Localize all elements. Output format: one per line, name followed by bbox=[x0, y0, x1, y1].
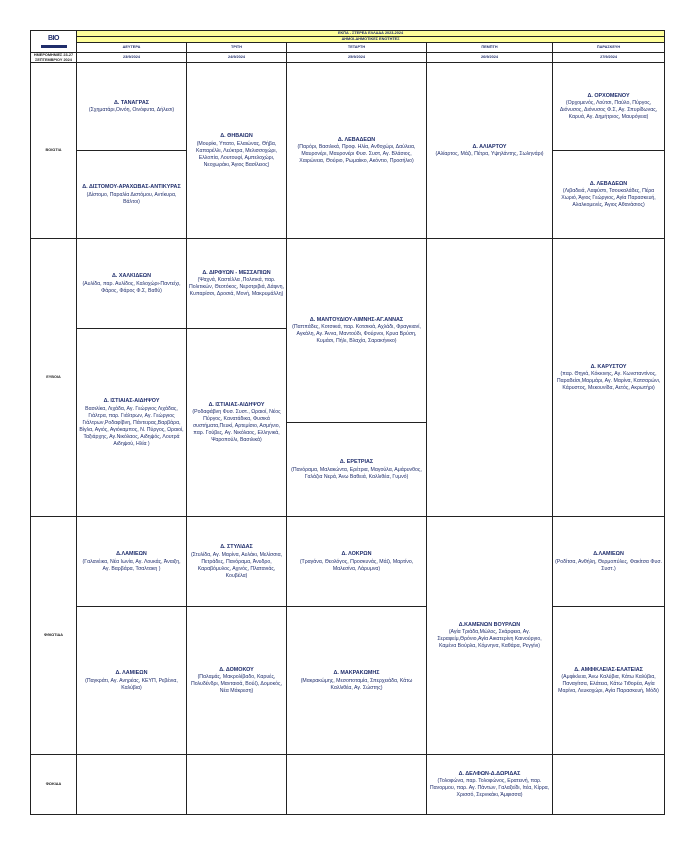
cell-fth-wed-1: Δ. ΛΟΚΡΩΝ (Τραγάνα, Θεολόγος, Προσκυνάς, Μάζι, Μαρτίνο, Μαλεσίνα, Λάρυμνα) bbox=[287, 517, 427, 607]
cell-fth-thu: Δ.ΚΑΜΕΝΩΝ ΒΟΥΡΛΩΝ (Αγία Τριάδα,Μώλος, Σκάρφεια, Αγ. Σεραφείμ,Θρόνιο,Αγία Αικατερίνη Καινούργιο, Καμένα Βούρλα, Κόμνηνα, Καθάρα, Ρεγγίνι) bbox=[427, 517, 553, 755]
cell-boi-tue: Δ. ΘΗΒΑΙΩΝ (Μουρίκι, Υπατο, Ελαιώνας, Θήβα, Καπαρέλλι, Λεύκτρα, Μελισσοχώρι, Ελλοπία, Λουτουφί, Αμπελοχώρι, Νεοχωράκι, Άγιος Βασίλειος) bbox=[187, 63, 287, 239]
cell-evv-wed-2: Δ. ΕΡΕΤΡΙΑΣ (Πανόραμα, Μαλακώντα, Ερέτρια, Μαγούλα, Αμάρυνθος, Γαλάζια Νερά, Άνω Βαθειά, Καλλιθέα, Γυμνό) bbox=[287, 423, 427, 517]
day-header-tue: ΤΡΙΤΗ bbox=[187, 43, 287, 53]
logo-cell bbox=[31, 31, 77, 53]
cell-fok-fri-empty bbox=[553, 755, 665, 815]
day-header-wed: ΤΕΤΑΡΤΗ bbox=[287, 43, 427, 53]
cell-boi-fri-2: Δ. ΛΕΒΑΔΕΩΝ (Λιβαδειά, Λαφύστι, Τσουκαλάδες, Πέρα Χωριό, Άγιος Γεώργιος, Αγία Παρασκευή, Αλαλκομενές, Άγιος Αθανάσιος) bbox=[553, 151, 665, 239]
region-evvoia: ΕΥΒΟΙΑ bbox=[31, 239, 77, 517]
cell-evv-tue-1: Δ. ΔΙΡΦΥΩΝ - ΜΕΣΣΑΠΙΩΝ (Ψαχνά, Καστέλλα ,Πολιτικά, παρ. Πολιτικών, Θεοτόκος, Νεροτριβιά, Δάφνη, Κυπαρίσσι, Δροσιά, Μονή, Μακρυμάλλη) bbox=[187, 239, 287, 329]
schedule-table bbox=[30, 30, 665, 815]
header-band-subtitle: ΔΗΜΟΙ-ΔΗΜΟΤΙΚΕΣ ΕΝΟΤΗΤΕΣ bbox=[77, 37, 665, 43]
region-boiotia: ΒΟΙΩΤΙΑ bbox=[31, 63, 77, 239]
cell-fok-thu: Δ. ΔΕΛΦΩΝ-Δ.ΔΩΡΙΔΑΣ (Τολοφώνα, παρ. Τολοφώνος, Ερατεινή, παρ. Πανορμου, παρ. Αγ. Πάντων, Γαλαξείδι, Ιτέα, Κίρρα, Χρισσό, Σερνικάκι, Άμφισσα) bbox=[427, 755, 553, 815]
region-fokida: ΦΩΚΙΔΑ bbox=[31, 755, 77, 815]
cell-fth-tue-2: Δ. ΔΟΜΟΚΟΥ (Παλαμάς, Μακρολίβαδο, Καρυές, Πολυδένδρι, Μανταιοά, Βούζι, Δομοκός, Νέα Μάκρεση) bbox=[187, 607, 287, 755]
region-fthiotida: ΦΘΙΩΤΙΔΑ bbox=[31, 517, 77, 755]
schedule-page bbox=[30, 30, 664, 815]
week-label: ΗΜΕΡΟΜΗΝΙΕΣ 23-27 ΣΕΠΤΕΜΒΡΙΟΥ 2024 bbox=[31, 53, 77, 63]
cell-boi-mon-2: Δ. ΔΙΣΤΟΜΟΥ-ΑΡΑΧΩΒΑΣ-ΑΝΤΙΚΥΡΑΣ (Δίστομο, Παραλία Διστόμου, Αντίκυρα, Βάλτοι) bbox=[77, 151, 187, 239]
cell-evv-mon-2: Δ. ΙΣΤΙΑΙΑΣ-ΑΙΔΗΨΟΥ Βασιλίκα, Λιχάδα, Αγ. Γεώργιος Λιχάδας, Γιάλτρα, παρ. Γιάλτρων, Αγ. Γεώργιος Γιάλτρων,Ροδαφίβνη, Πάντειρας,Βαρβάρα, Βίγλα, Αγιός, Αγιόκαμπος, Ν. Πύργος, Ωραιοί, Ταξιάρχης, Αγ.Νικόλαος, Αιδηψός, Λουτρά Αιδηψού, Ηλία ) bbox=[77, 329, 187, 517]
logo-underline bbox=[41, 45, 67, 48]
cell-boi-mon-1: Δ. ΤΑΝΑΓΡΑΣ (Σχηματάρι,Οινόη, Οινόφυτα, Δήλεσι) bbox=[77, 63, 187, 151]
cell-evv-tue-2: Δ. ΙΣΤΙΑΙΑΣ-ΑΙΔΗΨΟΥ (Ροδαφάβνη Φυσ. Συστ., Ωραιοί, Νέος Πύργος, Κανατάδικα, Φυσικά συστήματα,Πευκί, Αρτεμίσιο, Ασμήνιο, παρ. Γούβες, Αγ. Νικόλαος, Ελληνικά, Ψαροπούλι, Βασιλικά) bbox=[187, 329, 287, 517]
header-band-title: ΕΚΠΑ - ΣΤΕΡΕΑ ΕΛΛΑΔΑ 2023-2024 bbox=[77, 31, 665, 37]
date-fri: 27/9/2024 bbox=[553, 53, 665, 63]
cell-fok-tue-empty bbox=[187, 755, 287, 815]
cell-evv-fri: Δ. ΚΑΡΥΣΤΟΥ (παρ. Θηγιά, Κόκκινης, Αγ. Κωνσταντίνος, Παραδείσι,Μαρμάρι, Αγ. Μαρίνα, Κατσαρώνι, Κάρυστος, Μεκουνίδα, Αετός, Ακρωτήρι) bbox=[553, 239, 665, 517]
cell-boi-fri-1: Δ. ΟΡΧΟΜΕΝΟΥ (Ορχομενός, Λούτσι, Παύλο, Πύργος, Διόνυσος, Διόνυσος Φ.Σ, Αγ. Σπυρίδωνας, Καρυά, Αγ. Δημήτριος, Μαυρόγεια) bbox=[553, 63, 665, 151]
day-header-fri: ΠΑΡΑΣΚΕΥΗ bbox=[553, 43, 665, 53]
logo: ΒΙΟ bbox=[48, 35, 59, 43]
cell-fth-fri-2: Δ. ΑΜΦΙΚΛΕΙΑΣ-ΕΛΑΤΕΙΑΣ (Αμφίκλεια, Άνω Καλύβια, Κάτω Καλύβια, Παναγίτσα, Ελάτεια, Κάτω Τιθορέα, Αγία Μαρίνα, Λευκοχώρι, Αγία Παρασκευή, Μόδι) bbox=[553, 607, 665, 755]
cell-evv-wed-1: Δ. ΜΑΝΤΟΥΔΙΟΥ-ΛΙΜΝΗΣ-ΑΓ.ΑΝΝΑΣ (Παππάδες, Κοτσικιά, παρ. Κοτσικιά, Αχλάδι, Φραγκιανί, Αγκάλη, Αγ. Άννα, Μαντούδι, Φούρνοι, Κρυα Βρύση, Κυμάσι, Πήλι, Βλαχία, Σαρακήνικο) bbox=[287, 239, 427, 423]
cell-evv-mon-1: Δ. ΧΑΛΚΙΔΕΩΝ (Αυλίδα, παρ. Αυλίδος, Καλοχώρι-Παντείχι, Φάρος, Φάρος Φ.Σ, Βαθύ) bbox=[77, 239, 187, 329]
date-tue: 24/9/2024 bbox=[187, 53, 287, 63]
cell-fth-mon-2: Δ. ΛΑΜΙΕΩΝ (Παγκράτι, Αγ. Ανηρέας, ΚΕΥΠ, Ρεβένια, Καλύβια) bbox=[77, 607, 187, 755]
cell-boi-wed: Δ. ΛΕΒΑΔΕΩΝ (Παρόρι, Βασιλικά, Προφ. Ηλία, Ανθοχώρι, Δαύλεια, Μαυρονέρι, Μαυρονέρι Φυσ. Συστ, Αγ. Βλάσιος, Χαιρώνεια, Θούριο, Ρωμαίικο, Ακόντιο, Προσήλιο) bbox=[287, 63, 427, 239]
cell-boi-thu: Δ. ΑΛΙΑΡΤΟΥ (Αλίαρτος, Μάζι, Πέτρα, Υψηλάντης, Σωληνάρι) bbox=[427, 63, 553, 239]
day-header-thu: ΠΕΜΠΤΗ bbox=[427, 43, 553, 53]
cell-fth-fri-1: Δ.ΛΑΜΙΕΩΝ (Ροδίτσα, Ανθήλη, Θερμοπύλες, Φακίτσα Φυσ. Συστ.) bbox=[553, 517, 665, 607]
cell-evv-thu-empty bbox=[427, 239, 553, 517]
cell-fth-tue-1: Δ. ΣΤΥΛΙΔΑΣ (Στυλίδα, Αγ. Μαρίνα, Αυλάκι, Μελίσσια, Πετράδες, Πανόραμα, Άνυδρο, Καραβόμυλος, Αχινός, Πλατανιάς, Κουβέλα) bbox=[187, 517, 287, 607]
date-thu: 26/9/2024 bbox=[427, 53, 553, 63]
date-wed: 25/9/2024 bbox=[287, 53, 427, 63]
cell-fok-wed-empty bbox=[287, 755, 427, 815]
cell-fth-mon-1: Δ.ΛΑΜΙΕΩΝ (Γαλανέικα, Νέα Ιωνία, Αγ. Λουκάς, Άναιξη, Αγ. Βαρβάρα, Τσαλτακη ) bbox=[77, 517, 187, 607]
day-header-mon: ΔΕΥΤΕΡΑ bbox=[77, 43, 187, 53]
cell-fok-mon-empty bbox=[77, 755, 187, 815]
date-mon: 23/9/2024 bbox=[77, 53, 187, 63]
cell-fth-wed-2: Δ. ΜΑΚΡΑΚΩΜΗΣ (Μακρακώμης, Μεσοποταμία, Σπερχειάδα, Κάτω Καλλιθέα, Αγ. Σώστης) bbox=[287, 607, 427, 755]
